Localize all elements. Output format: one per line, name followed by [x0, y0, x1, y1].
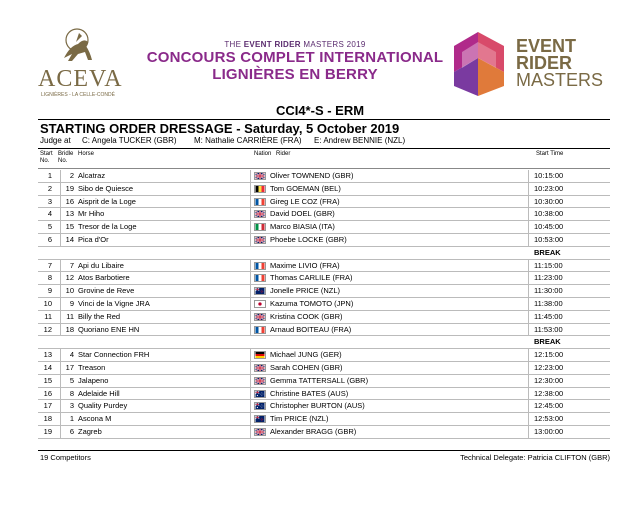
horse-name: Grovine de Reve: [78, 286, 135, 296]
competition-title: [135, 40, 455, 83]
event-class-title: CCI4*-S - ERM: [275, 103, 365, 118]
column-divider: [250, 362, 251, 374]
start-time: 11:15:00: [534, 260, 563, 270]
column-divider: [60, 362, 61, 374]
start-number: 4: [47, 209, 52, 219]
horse-name: Zagreb: [78, 426, 102, 436]
title-line-1: CONCOURS COMPLET INTERNATIONAL: [146, 49, 444, 66]
fra-flag-icon: [254, 198, 266, 206]
rider-name: Thomas CARLILE (FRA): [270, 273, 353, 283]
table-row: [38, 196, 610, 209]
rider-name: Gemma TATTERSALL (GBR): [270, 375, 369, 385]
column-divider: [528, 426, 529, 438]
start-time: 12:15:00: [534, 350, 564, 360]
rider-name: Marco BIASIA (ITA): [270, 222, 335, 232]
table-row: [38, 388, 610, 401]
column-divider: [250, 349, 251, 361]
rider-name: Michael JUNG (GER): [270, 350, 342, 360]
divider: [38, 148, 610, 149]
column-divider: [528, 260, 529, 272]
horse-cell: [64, 401, 127, 410]
horse-cell: [64, 414, 111, 423]
gbr-flag-icon: [254, 172, 266, 180]
horse-rider-logo-icon: [52, 28, 102, 68]
horse-cell: [64, 350, 149, 359]
section-title: STARTING ORDER DRESSAGE - Saturday, 5 October 2019: [40, 121, 400, 136]
column-divider: [60, 388, 61, 400]
column-divider: [60, 400, 61, 412]
horse-name: Jalapeno: [78, 375, 109, 385]
gbr-flag-icon: [254, 236, 266, 244]
table-row: [38, 349, 610, 362]
event-rider-masters-logo: [448, 28, 618, 100]
title-small: THE EVENT RIDER MASTERS 2019: [224, 40, 366, 49]
column-divider: [250, 311, 251, 323]
horse-name: Star Connection FRH: [78, 350, 150, 360]
rider-name: Phoebe LOCKE (GBR): [270, 234, 347, 244]
column-divider: [60, 413, 61, 425]
fra-flag-icon: [254, 274, 266, 282]
bridle-number: 5: [69, 375, 74, 385]
start-time: 11:23:00: [534, 273, 563, 283]
column-divider: [60, 170, 61, 182]
column-divider: [528, 196, 529, 208]
bridle-number: 9: [69, 298, 74, 308]
gbr-flag-icon: [254, 428, 266, 436]
rider-name: Maxime LIVIO (FRA): [270, 260, 340, 270]
column-divider: [250, 234, 251, 246]
start-number: 10: [43, 298, 52, 308]
divider: [38, 168, 610, 169]
page-header: [0, 0, 640, 100]
column-divider: [528, 183, 529, 195]
table-row: [38, 311, 610, 324]
horse-cell: [64, 299, 150, 308]
horse-cell: [64, 325, 139, 334]
column-divider: [250, 324, 251, 336]
horse-cell: [64, 235, 109, 244]
column-divider: [528, 349, 529, 361]
column-divider: [528, 388, 529, 400]
fra-flag-icon: [254, 326, 266, 334]
col-rider: Rider: [276, 151, 291, 157]
start-time: 10:53:00: [534, 234, 564, 244]
start-number: 14: [43, 362, 52, 372]
column-divider: [250, 413, 251, 425]
column-divider: [250, 298, 251, 310]
bridle-number: 4: [69, 350, 74, 360]
start-number: 19: [43, 426, 52, 436]
aceva-subtitle: LIGNIÈRES - LA CELLE-CONDÉ: [41, 92, 115, 98]
table-row: [38, 234, 610, 247]
table-row: [38, 221, 610, 234]
rider-name: Jonelle PRICE (NZL): [270, 286, 341, 296]
bridle-number: 13: [65, 209, 74, 219]
column-divider: [528, 298, 529, 310]
table-row: [38, 183, 610, 196]
horse-name: Quoriano ENE HN: [78, 324, 140, 334]
horse-name: Treason: [78, 362, 106, 372]
title-line-2: LIGNIÈRES EN BERRY: [212, 66, 378, 83]
bridle-number: 18: [65, 324, 74, 334]
horse-name: Adelaide Hill: [78, 388, 120, 398]
bel-flag-icon: [254, 185, 266, 193]
horse-name: Pica d'Or: [78, 234, 109, 244]
column-divider: [60, 272, 61, 284]
column-divider: [60, 234, 61, 246]
ita-flag-icon: [254, 223, 266, 231]
column-divider: [60, 208, 61, 220]
gbr-flag-icon: [254, 364, 266, 372]
column-divider: [60, 349, 61, 361]
column-divider: [250, 183, 251, 195]
column-divider: [528, 413, 529, 425]
rider-name: Alexander BRAGG (GBR): [270, 426, 357, 436]
bridle-number: 14: [65, 234, 74, 244]
col-start-time: Start Time: [536, 151, 564, 157]
nzl-flag-icon: [254, 415, 266, 423]
start-number: 1: [47, 171, 52, 180]
horse-name: Aisprit de la Loge: [78, 196, 136, 206]
start-number: 18: [43, 414, 52, 424]
bridle-number: 12: [65, 273, 74, 283]
starting-order-table: [38, 170, 610, 439]
start-time: 12:38:00: [534, 388, 564, 398]
horse-cell: [64, 286, 134, 295]
column-divider: [528, 324, 529, 336]
technical-delegate: Technical Delegate: Patricia CLIFTON (GBR): [460, 453, 610, 462]
col-nation: Nation: [254, 151, 272, 157]
table-row: [38, 260, 610, 273]
column-divider: [250, 375, 251, 387]
horse-name: Sibo de Quiesce: [78, 183, 134, 193]
aus-flag-icon: [254, 390, 266, 398]
rider-name: Arnaud BOITEAU (FRA): [270, 324, 352, 334]
table-row: [38, 375, 610, 388]
start-number: 11: [44, 311, 52, 321]
column-divider: [250, 260, 251, 272]
horse-cell: [64, 197, 136, 206]
bridle-number: 11: [66, 311, 74, 321]
col-horse: Horse: [78, 151, 95, 157]
bridle-number: 6: [69, 426, 74, 436]
horse-name: Quality Purdey: [78, 401, 128, 411]
start-number: 17: [43, 401, 52, 411]
gbr-flag-icon: [254, 313, 266, 321]
table-row: [38, 298, 610, 311]
nzl-flag-icon: [254, 287, 266, 295]
horse-name: Api du Libaire: [78, 260, 124, 270]
col-start: Start No.: [40, 151, 53, 164]
horse-cell: [64, 261, 124, 270]
table-row: [38, 208, 610, 221]
bridle-number: 7: [69, 260, 74, 270]
column-divider: [60, 311, 61, 323]
start-time: 13:00:00: [534, 426, 564, 436]
column-divider: [250, 285, 251, 297]
erm-wordmark: EVENT RIDER MASTERS: [516, 36, 604, 90]
horse-cell: [64, 209, 104, 218]
fra-flag-icon: [254, 262, 266, 270]
start-time: 10:38:00: [534, 209, 564, 219]
start-time: 11:45:00: [534, 311, 563, 321]
table-row: [38, 426, 610, 439]
column-divider: [528, 208, 529, 220]
start-time: 12:23:00: [534, 362, 564, 372]
rider-name: Kristina COOK (GBR): [270, 311, 343, 321]
table-row: [38, 413, 610, 426]
horse-cell: [64, 427, 102, 436]
column-divider: [60, 426, 61, 438]
jpn-flag-icon: [254, 300, 266, 308]
horse-cell: [64, 389, 120, 398]
col-bridle: Bridle No.: [58, 151, 74, 164]
start-number: 2: [47, 183, 52, 193]
start-number: 5: [47, 222, 52, 232]
start-time: 11:53:00: [534, 324, 563, 334]
table-row: [38, 362, 610, 375]
start-time: 12:45:00: [534, 401, 564, 411]
column-divider: [528, 221, 529, 233]
bridle-number: 1: [69, 414, 74, 424]
start-time: 12:30:00: [534, 375, 564, 385]
gbr-flag-icon: [254, 210, 266, 218]
table-row: [38, 400, 610, 413]
break-row: [38, 336, 610, 349]
horse-name: Mr Hiho: [78, 209, 105, 219]
column-divider: [60, 196, 61, 208]
column-divider: [250, 272, 251, 284]
start-time: 10:23:00: [534, 183, 564, 193]
start-time: 10:45:00: [534, 222, 564, 232]
horse-name: Ascona M: [78, 414, 112, 424]
column-divider: [60, 285, 61, 297]
aceva-wordmark: ACEVA: [38, 66, 123, 92]
bridle-number: 10: [65, 286, 74, 296]
column-divider: [60, 324, 61, 336]
rider-name: Christopher BURTON (AUS): [270, 401, 365, 411]
bridle-number: 3: [69, 401, 74, 411]
horse-name: Alcatraz: [78, 171, 106, 180]
rider-name: Kazuma TOMOTO (JPN): [270, 298, 354, 308]
column-divider: [60, 375, 61, 387]
aus-flag-icon: [254, 402, 266, 410]
horse-cell: [64, 376, 108, 385]
horse-name: Vinci de la Vigne JRA: [78, 298, 150, 308]
column-divider: [250, 208, 251, 220]
column-divider: [60, 183, 61, 195]
column-divider: [528, 362, 529, 374]
rider-name: Tim PRICE (NZL): [270, 414, 329, 424]
bridle-number: 8: [69, 388, 74, 398]
start-number: 9: [47, 286, 52, 296]
horse-cell: [64, 184, 133, 193]
rider-name: Sarah COHEN (GBR): [270, 362, 343, 372]
start-time: 12:53:00: [534, 414, 564, 424]
divider: [38, 450, 610, 451]
table-row: [38, 324, 610, 337]
divider: [38, 119, 610, 120]
gbr-flag-icon: [254, 377, 266, 385]
horse-cell: [64, 312, 120, 321]
break-label: BREAK: [534, 337, 561, 347]
bridle-number: 2: [69, 171, 74, 180]
aceva-logo: [38, 28, 123, 104]
horse-cell: [64, 273, 130, 282]
bridle-number: 15: [65, 222, 74, 232]
bridle-number: 19: [65, 183, 74, 193]
column-divider: [528, 285, 529, 297]
start-number: 15: [43, 375, 52, 385]
start-number: 3: [47, 196, 52, 206]
rider-name: Oliver TOWNEND (GBR): [270, 171, 354, 180]
break-label: BREAK: [534, 247, 561, 257]
start-time: 10:30:00: [534, 196, 564, 206]
column-divider: [528, 234, 529, 246]
competitor-count: 19 Competitors: [40, 453, 91, 462]
horse-cell: [64, 222, 137, 231]
rider-name: Tom GOEMAN (BEL): [270, 183, 341, 193]
start-number: 12: [43, 324, 52, 334]
rider-name: David DOEL (GBR): [270, 209, 335, 219]
column-divider: [528, 311, 529, 323]
start-time: 10:15:00: [534, 171, 564, 180]
start-number: 13: [43, 350, 52, 360]
column-divider: [250, 221, 251, 233]
horse-name: Atos Barbotiere: [78, 273, 130, 283]
horse-name: Tresor de la Loge: [78, 222, 137, 232]
column-divider: [528, 170, 529, 182]
column-divider: [60, 298, 61, 310]
column-divider: [250, 426, 251, 438]
table-row: [38, 285, 610, 298]
column-divider: [60, 260, 61, 272]
judges-line: Judge at C: Angela TUCKER (GBR) M: Nathalie CARRIÈRE (FRA) E: Andrew BENNIE (NZL): [40, 136, 406, 145]
column-divider: [250, 196, 251, 208]
column-divider: [528, 400, 529, 412]
horse-cell: [64, 363, 105, 372]
column-divider: [250, 400, 251, 412]
start-number: 7: [47, 260, 52, 270]
rider-name: Christine BATES (AUS): [270, 388, 349, 398]
column-divider: [528, 375, 529, 387]
start-time: 11:30:00: [534, 286, 563, 296]
horse-cell: [64, 171, 105, 180]
column-divider: [250, 388, 251, 400]
bridle-number: 17: [65, 362, 74, 372]
ger-flag-icon: [254, 351, 266, 359]
rider-name: Gireg LE COZ (FRA): [270, 196, 340, 206]
bridle-number: 16: [65, 196, 74, 206]
column-divider: [528, 272, 529, 284]
horse-name: Billy the Red: [78, 311, 121, 321]
table-row: [38, 170, 610, 183]
column-divider: [60, 221, 61, 233]
erm-geometric-logo-icon: [448, 28, 510, 100]
start-time: 11:38:00: [534, 298, 563, 308]
column-divider: [250, 170, 251, 182]
start-number: 16: [43, 388, 52, 398]
break-row: [38, 247, 610, 260]
start-number: 6: [47, 234, 52, 244]
start-number: 8: [47, 273, 52, 283]
table-row: [38, 272, 610, 285]
